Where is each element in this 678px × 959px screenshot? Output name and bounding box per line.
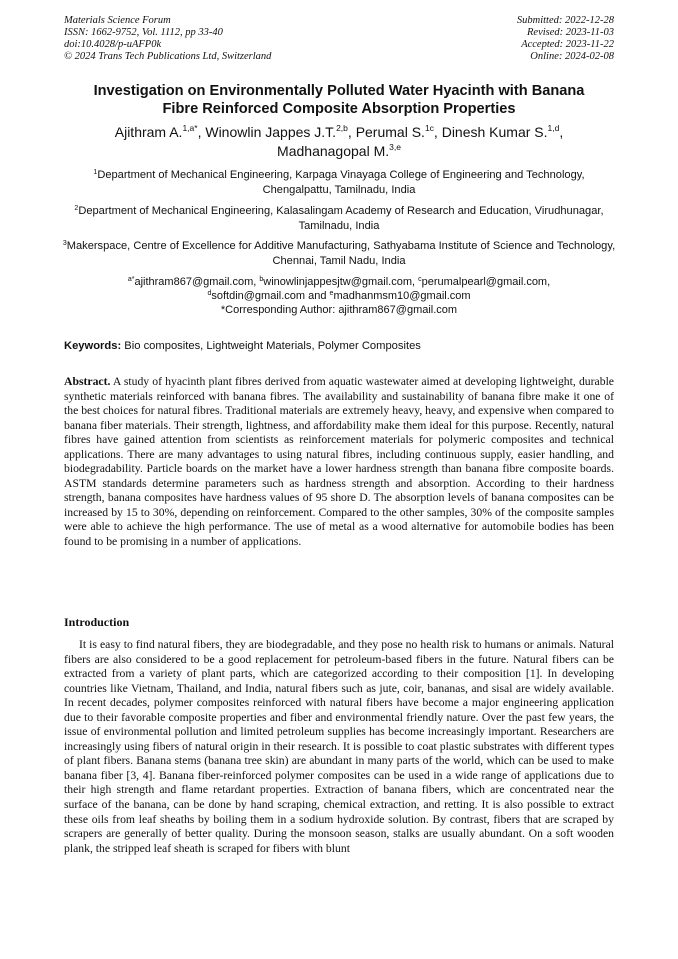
revised-date: Revised: 2023-11-03 (527, 27, 614, 38)
title-line-2: Fibre Reinforced Composite Absorption Properties (162, 101, 516, 117)
affiliation-2 (60, 204, 618, 233)
issn-volume: ISSN: 1662-9752, Vol. 1112, pp 33-40 (64, 27, 223, 38)
affiliation-3 (60, 239, 618, 268)
affiliation-text: Makerspace, Centre of Excellence for Additive Manufacturing, Sathyabama Institute of Science and Technology, Chennai, Tamil Nadu, India (66, 240, 616, 267)
author-affiliation-mark: 1,d (547, 123, 560, 133)
journal-name: Materials Science Forum (64, 15, 171, 26)
journal-info (64, 15, 271, 63)
author-separator: , (197, 124, 206, 140)
affiliation-text: Department of Mechanical Engineering, Kalasalingam Academy of Research and Education, Virudhunagar, Tamilnadu, India (78, 205, 604, 232)
email-link[interactable]: ajithram867@gmail.com, (134, 276, 260, 288)
corresponding-author: *Corresponding Author: ajithram867@gmail.com (220, 304, 458, 316)
abstract (64, 375, 614, 550)
author-separator: , (347, 124, 356, 140)
author-affiliation-mark: 3,e (389, 142, 401, 152)
email-mark: b (259, 276, 264, 283)
email-link[interactable]: madhanmsm10@gmail.com (333, 290, 471, 302)
author-separator: , (559, 124, 564, 140)
author-separator: , (433, 124, 442, 140)
affiliation-number: 3 (62, 240, 67, 247)
section-heading-introduction: Introduction (64, 615, 130, 629)
email-link[interactable]: softdin@gmail.com and (211, 290, 330, 302)
author-affiliation-mark: 2,b (336, 123, 348, 133)
email-mark: e (329, 290, 334, 297)
email-mark: c (418, 276, 422, 283)
abstract-text: A study of hyacinth plant fibres derived from aquatic wastewater aimed at developing lightweight, durable synthetic materials reinforced with banana fibres. The availability and sustainability of banana fibre make it one of the best choices for natural fibres. Traditional materials are extremely heavy, heavy, and expensive when compared to banana fiber materials. Their strength, lightness, and affordability make them ideal for this purpose. Recently, natural fibres have gained attention from scientists as reinforcement materials for polymeric composites and technical applications. There are many advantages to using natural fibres, including continuous supply, easier handling, and biodegradability. Particle boards on the market have a lower hardness strength than banana fibre composite boards. ASTM standards determine parameters such as hardness strength and absorption. According to their hardness strength, banana composites have hardness values of 95 shore D. The absorption levels of banana composites can be increased by 15 to 30%, depending on reinforcement. Compared to the other samples, 30% of the composite samples were able to achieve the high performance. The use of metal as a wood alternative for automobile bodies has been found to be promising in a number of applications. (64, 375, 614, 549)
author-name: Madhanagopal M. (277, 143, 390, 159)
abstract-label: Abstract. (64, 375, 111, 388)
copyright: © 2024 Trans Tech Publications Ltd, Switzerland (64, 51, 272, 62)
keywords (64, 339, 614, 353)
email-mark: a* (127, 276, 135, 283)
online-date: Online: 2024-02-08 (530, 51, 614, 62)
affiliation-1 (60, 168, 618, 197)
doi[interactable]: doi:10.4028/p-uAFP0k (64, 39, 162, 50)
email-list (50, 275, 628, 317)
email-mark: d (207, 290, 212, 297)
paper-title (50, 82, 628, 118)
email-link[interactable]: perumalpearl@gmail.com, (421, 276, 551, 288)
keywords-text: Bio composites, Lightweight Materials, Polymer Composites (121, 340, 421, 352)
author-list (50, 123, 628, 161)
publication-dates (517, 15, 614, 63)
author-name: Ajithram A. (114, 124, 183, 140)
affiliation-text: Department of Mechanical Engineering, Karpaga Vinayaga College of Engineering and Technology, Chengalpattu, Tamilnadu, India (97, 169, 585, 196)
affiliation-number: 1 (93, 169, 98, 176)
submitted-date: Submitted: 2022-12-28 (516, 15, 614, 26)
author-name: Dinesh Kumar S. (441, 124, 548, 140)
introduction-paragraph: It is easy to find natural fibers, they are biodegradable, and they pose no health risk to humans or animals. Natural fibers are also considered to be a good replacement for petroleum-based fibers in the future. Natural fibers can be extracted from a variety of plant parts, which are categorized according to their composition [1]. In developing countries like Vietnam, Thailand, and India, natural fibers such as jute, coir, bananas, and sisal are widely available. In recent decades, polymer composites reinforced with natural fibers have become a major engineering application due to their favorable composite properties and fiber and environmental friendly nature. Over the past few years, the issue of environmental pollution and limited petroleum supplies has become increasingly important. Researchers are increasingly using fibers of natural origin in their research. It is possible to coat plastic substrates with different types of plant fibers. Banana stems (banana tree skin) are abundant in many parts of the world, which can be used to make banana fiber [3, 4]. Banana fiber-reinforced polymer composites can be used in a wide range of applications due to their high strength and flame retardant properties. Extraction of banana fibers, which are concentrated near the surface of the banana, can be done by hand scraping, chemical extraction, and retting. It is also possible to extract these oils from leaf sheaths by boiling them in a sodium hydroxide solution. By contrast, fibers that are scraped by scrapers are generally of better quality. During the monsoon season, stalks are usually abundant. On a soft wooden plank, the stripped leaf sheath is scraped for fibers with blunt (64, 638, 614, 855)
author-affiliation-mark: 1,a* (182, 123, 198, 133)
author-affiliation-mark: 1c (424, 123, 434, 133)
author-name: Winowlin Jappes J.T. (205, 124, 337, 140)
affiliation-number: 2 (74, 205, 79, 212)
email-link[interactable]: winowlinjappesjtw@gmail.com, (263, 276, 419, 288)
author-name: Perumal S. (355, 124, 425, 140)
title-line-1: Investigation on Environmentally Polluted Water Hyacinth with Banana (93, 83, 585, 99)
accepted-date: Accepted: 2023-11-22 (521, 39, 614, 50)
keywords-label: Keywords: (64, 340, 122, 352)
